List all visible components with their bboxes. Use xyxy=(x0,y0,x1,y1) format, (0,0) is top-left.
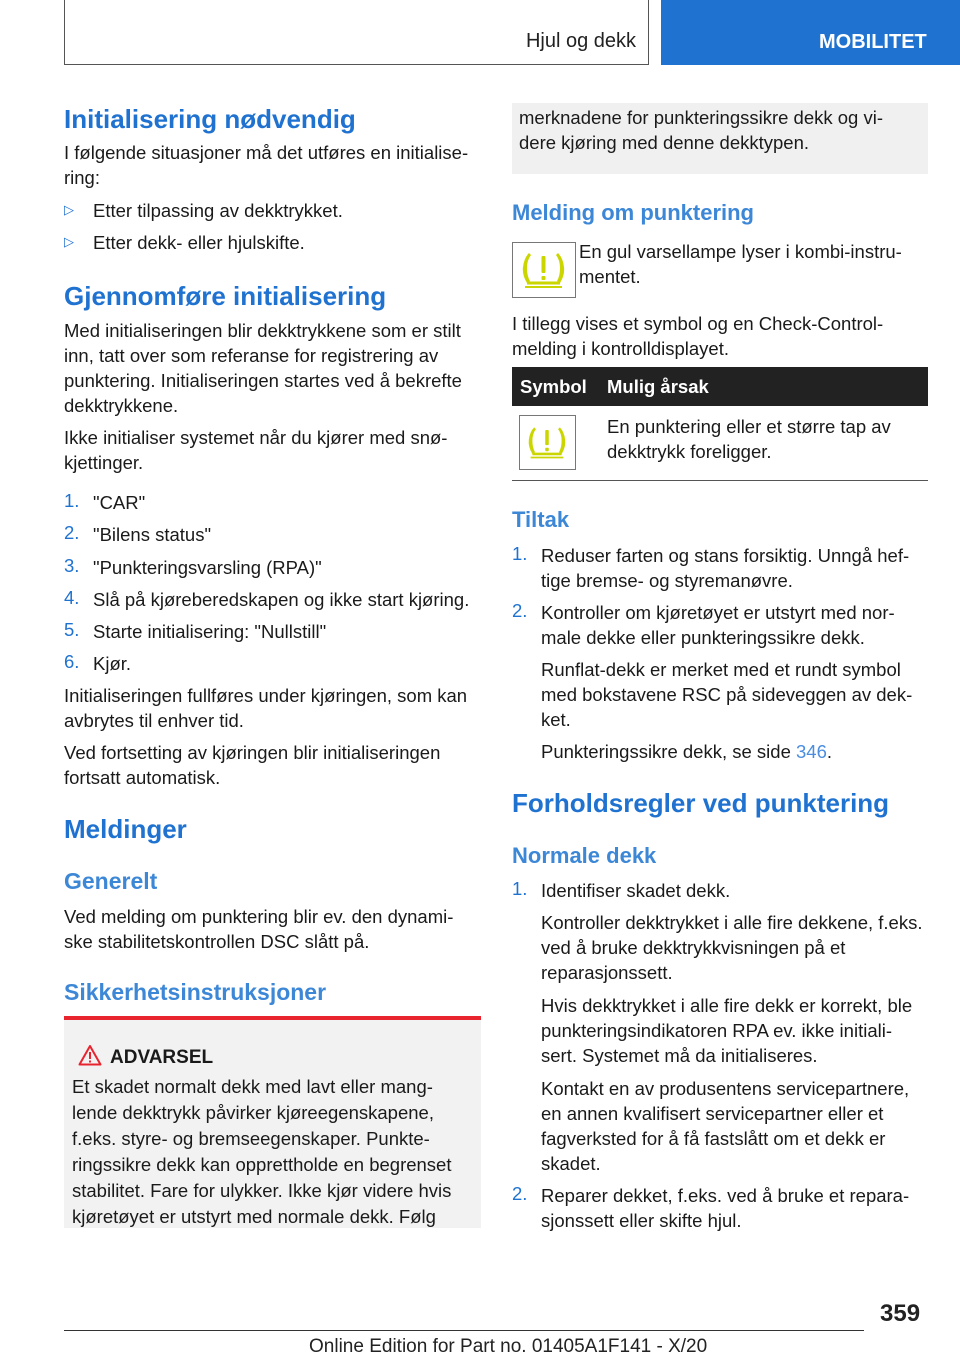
general-text: Ved melding om punktering blir ev. den dynami-ske stabilitetskontrollen DSC slått på. xyxy=(64,906,454,952)
bullet-triangle-icon: ▷ xyxy=(64,234,74,249)
measures-paragraph-2-text: Punkteringssikre dekk, se side xyxy=(541,741,797,762)
puncture-message-text: En gul varsellampe lyser i kombi-instru-mentet. xyxy=(579,241,902,287)
table-column-symbol: Symbol xyxy=(520,376,587,397)
heading-normal-tires: Normale dekk xyxy=(512,843,657,868)
list-item: Etter dekk- eller hjulskifte. xyxy=(93,232,305,253)
header-tab-label: MOBILITET xyxy=(819,31,927,53)
heading-safety: Sikkerhetsinstruksjoner xyxy=(64,979,327,1005)
header-section-title: Hjul og dekk xyxy=(525,30,636,52)
step-number: 2. xyxy=(64,522,80,543)
heading-puncture-message: Melding om punktering xyxy=(512,200,754,225)
note-box xyxy=(512,103,928,174)
warning-title: ADVARSEL xyxy=(110,1047,214,1068)
step-number: 1. xyxy=(512,878,528,899)
heading-general: Generelt xyxy=(64,868,158,894)
bullet-triangle-icon: ▷ xyxy=(64,202,74,217)
step-text: Reduser farten og stans forsiktig. Unngå hef-tige bremse- og styremanøvre. xyxy=(541,545,910,591)
table-row-cause: En punktering eller et større tap av dekktrykk foreligger. xyxy=(607,416,891,462)
normal-paragraph-1: Kontroller dekktrykket i alle fire dekkene, f.eks. ved å bruke dekktrykkvisningen på et reparasjonssett. xyxy=(541,912,923,983)
heading-measures: Tiltak xyxy=(512,507,570,532)
step-number: 1. xyxy=(64,490,80,511)
heading-init-needed: Initialisering nødvendig xyxy=(64,104,356,134)
measures-paragraph-1: Runflat-dekk er merket med et rundt symbol med bokstavene RSC på sideveggen av dek-ket. xyxy=(541,659,913,730)
table-bottom-rule xyxy=(512,480,928,481)
step-text: Reparer dekket, f.eks. ved å bruke et repara-sjonssett eller skifte hjul. xyxy=(541,1185,910,1231)
puncture-message-paragraph-2: I tillegg vises et symbol og en Check-Control-melding i kontrolldisplayet. xyxy=(512,313,884,359)
footer-edition: Online Edition for Part no. 01405A1F141 - X/20 xyxy=(309,1336,708,1357)
heading-perform-init: Gjennomføre initialisering xyxy=(64,281,387,311)
step-number: 6. xyxy=(64,651,80,672)
normal-paragraph-3: Kontakt en av produsentens servicepartnere, en annen kvalifisert servicepartner eller et fagverksted for å få fastslått om et dekk er skadet. xyxy=(541,1078,910,1174)
step-text: Identifiser skadet dekk. xyxy=(541,880,731,901)
warning-triangle-icon xyxy=(78,1044,102,1066)
perform-paragraph-2: Ikke initialiser systemet når du kjører med snø-kjettinger. xyxy=(64,427,448,473)
step-number: 2. xyxy=(512,1183,528,1204)
warning-box xyxy=(64,1016,481,1228)
heading-precautions: Forholdsregler ved punktering xyxy=(512,788,890,818)
init-needed-text: I følgende situasjoner må det utføres en initialise-ring: xyxy=(64,142,469,188)
normal-paragraph-2: Hvis dekktrykket i alle fire dekk er korrekt, ble punkteringsindikatoren RPA ev. ikke initiali-sert. Systemet må da initialiseres. xyxy=(541,995,913,1066)
page-reference-link[interactable]: 346 xyxy=(796,741,827,762)
step-number: 1. xyxy=(512,543,528,564)
header-section-box xyxy=(64,0,649,65)
table-header xyxy=(512,367,928,406)
step-text: Starte initialisering: "Nullstill" xyxy=(93,621,327,642)
table-row-icon-frame xyxy=(519,415,576,470)
step-number: 2. xyxy=(512,600,528,621)
tire-pressure-warning-icon xyxy=(513,243,574,296)
tire-pressure-warning-icon-frame xyxy=(512,242,576,298)
perform-paragraph-4: Ved fortsetting av kjøringen blir initialiseringen fortsatt automatisk. xyxy=(64,742,441,788)
page-number: 359 xyxy=(880,1300,921,1327)
step-number: 3. xyxy=(64,555,80,576)
table-column-cause: Mulig årsak xyxy=(607,376,709,397)
step-text: Kontroller om kjøretøyet er utstyrt med nor-male dekke eller punkteringssikre dekk. xyxy=(541,602,895,648)
perform-paragraph-3: Initialiseringen fullføres under kjøringen, som kan avbrytes til enhver tid. xyxy=(64,685,468,731)
header-tab-mobilitet xyxy=(661,0,960,65)
step-number: 5. xyxy=(64,619,80,640)
warning-text: Et skadet normalt dekk med lavt eller mang-lende dekktrykk påvirker kjøreegenskapene, f.eks. styre- og bremseegenskaper. Punkte-ringssikre dekk kan opprettholde en begrenset stabilitet. Fare for ulykker. Ikke kjør videre hvis kjøretøyet er utstyrt med normale dekk. Følg xyxy=(72,1076,452,1227)
list-item: Etter tilpassing av dekktrykket. xyxy=(93,200,343,221)
measures-paragraph-2-end: . xyxy=(826,741,833,762)
footer-rule xyxy=(64,1330,864,1331)
step-text: "CAR" xyxy=(93,492,146,513)
step-text: Slå på kjøreberedskapen og ikke start kjøring. xyxy=(93,589,470,610)
step-text: "Bilens status" xyxy=(93,524,212,545)
step-text: Kjør. xyxy=(93,653,132,674)
step-number: 4. xyxy=(64,587,80,608)
note-text: merknadene for punkteringssikre dekk og vi-dere kjøring med denne dekktypen. xyxy=(519,107,884,153)
perform-paragraph-1: Med initialiseringen blir dekktrykkene som er stilt inn, tatt over som referanse for registrering av punktering. Initialiseringen startes ved å bekrefte dekktrykkene. xyxy=(64,320,462,416)
tire-pressure-warning-icon xyxy=(520,416,574,468)
step-text: "Punkteringsvarsling (RPA)" xyxy=(93,557,322,578)
heading-messages: Meldinger xyxy=(64,814,187,844)
measures-paragraph-2 xyxy=(541,739,927,764)
